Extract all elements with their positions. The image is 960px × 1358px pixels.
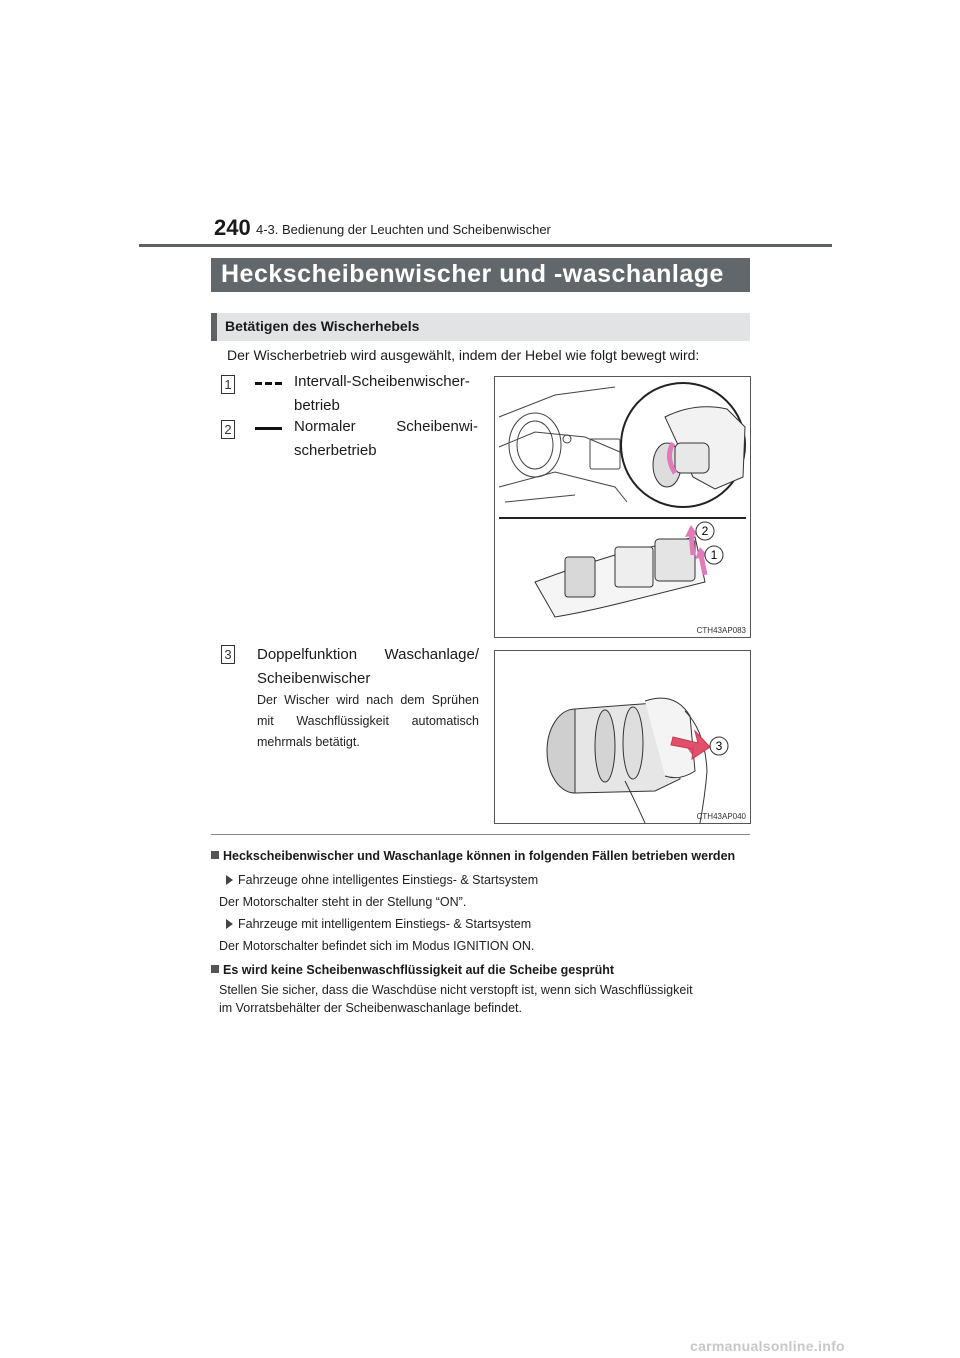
- figure-wiper-lever-positions: [494, 376, 751, 638]
- figure-washer-operation: [494, 650, 751, 824]
- item-3-word-b: Waschanlage/: [384, 646, 479, 663]
- note-word: wird: [336, 693, 360, 707]
- square-bullet-icon: [211, 851, 219, 859]
- item-1-text: [294, 370, 474, 418]
- section-title: Betätigen des Wischerhebels: [225, 318, 420, 334]
- item-3-note: [257, 690, 479, 753]
- item-3-line2: Scheibenwischer: [257, 670, 371, 687]
- item-2-word-a: Normaler: [294, 418, 356, 435]
- watermark: carmanualsonline.info: [690, 1338, 845, 1354]
- page-title-bar: [211, 258, 750, 292]
- note-heading-2-text: Es wird keine Scheibenwaschflüssigkeit auf die Scheibe gesprüht: [223, 963, 615, 977]
- header-divider: [139, 244, 832, 247]
- notes-block: [211, 847, 750, 1017]
- note-word: automatisch: [411, 714, 479, 728]
- callout-1: 1: [710, 548, 718, 562]
- note-heading-2: [211, 961, 750, 979]
- item-3-note-line2: [257, 711, 479, 732]
- item-number-2: 2: [221, 420, 235, 439]
- normal-wiper-icon: [255, 427, 282, 430]
- triangle-bullet-icon: [226, 919, 233, 929]
- section-heading-bar: [211, 313, 750, 341]
- callout-2: 2: [701, 524, 709, 538]
- item-3-line1: [257, 643, 479, 667]
- item-3-word-a: Doppelfunktion: [257, 646, 358, 663]
- item-number-3: 3: [221, 645, 235, 664]
- section-divider: [211, 834, 750, 835]
- figure-code: CTH43AP040: [696, 812, 746, 821]
- note-word: dem: [400, 693, 425, 707]
- note-1-sub-b-text: Der Motorschalter befindet sich im Modus IGNITION ON.: [219, 939, 535, 953]
- note-heading-1: [211, 847, 750, 865]
- page-title: Heckscheibenwischer und -waschanlage: [221, 260, 724, 288]
- item-2-line2: scherbetrieb: [294, 442, 377, 459]
- chapter-heading: 4-3. Bedienung der Leuchten und Scheibenwischer: [256, 222, 551, 237]
- note-2-line1: Stellen Sie sicher, dass die Waschdüse nicht verstopft ist, wenn sich Waschflüssigkeit: [219, 983, 693, 997]
- item-3-note-line1: [257, 690, 479, 711]
- item-3-note-line3: mehrmals betätigt.: [257, 735, 360, 749]
- item-2-word-b: Scheibenwi-: [396, 418, 478, 435]
- note-word: Wischer: [284, 693, 330, 707]
- page-number: 240: [214, 215, 251, 240]
- note-word: Der: [257, 693, 278, 707]
- intermittent-wiper-icon: [255, 382, 282, 385]
- section-accent: [211, 313, 217, 341]
- note-1-sub-a: [226, 871, 750, 889]
- wiper-lever-illustration: [495, 377, 750, 637]
- note-1-sub-b-label: Fahrzeuge mit intelligentem Einstiegs- & Startsystem: [238, 917, 532, 931]
- intro-text: Der Wischerbetrieb wird ausgewählt, indem der Hebel wie folgt bewegt wird:: [227, 347, 700, 363]
- item-1-line2: betrieb: [294, 397, 340, 414]
- note-word: mit: [257, 714, 274, 728]
- note-1-sub-b: [226, 915, 750, 933]
- note-2-line2: im Vorratsbehälter der Scheibenwaschanlage befindet.: [219, 1001, 522, 1015]
- note-word: Sprühen: [431, 693, 479, 707]
- note-word: nach: [366, 693, 394, 707]
- item-3-text: [257, 643, 479, 691]
- note-2-text: [219, 981, 750, 1017]
- item-number-1: 1: [221, 375, 235, 394]
- callout-3: 3: [715, 739, 723, 753]
- note-word: Waschflüssigkeit: [296, 714, 389, 728]
- note-1-sub-a-text: Der Motorschalter steht in der Stellung “ON”.: [219, 895, 467, 909]
- note-1-sub-a-label: Fahrzeuge ohne intelligentes Einstiegs- & Startsystem: [238, 873, 539, 887]
- item-1-line1: Intervall-Scheibenwischer-: [294, 373, 470, 390]
- figure-code: CTH43AP083: [696, 626, 746, 635]
- washer-lever-illustration: [495, 651, 750, 823]
- item-2-text: [294, 415, 478, 463]
- item-2-line1: [294, 415, 478, 439]
- square-bullet-icon: [211, 965, 219, 973]
- note-heading-1-text: Heckscheibenwischer und Waschanlage können in folgenden Fällen betrieben werden: [223, 849, 736, 863]
- triangle-bullet-icon: [226, 875, 233, 885]
